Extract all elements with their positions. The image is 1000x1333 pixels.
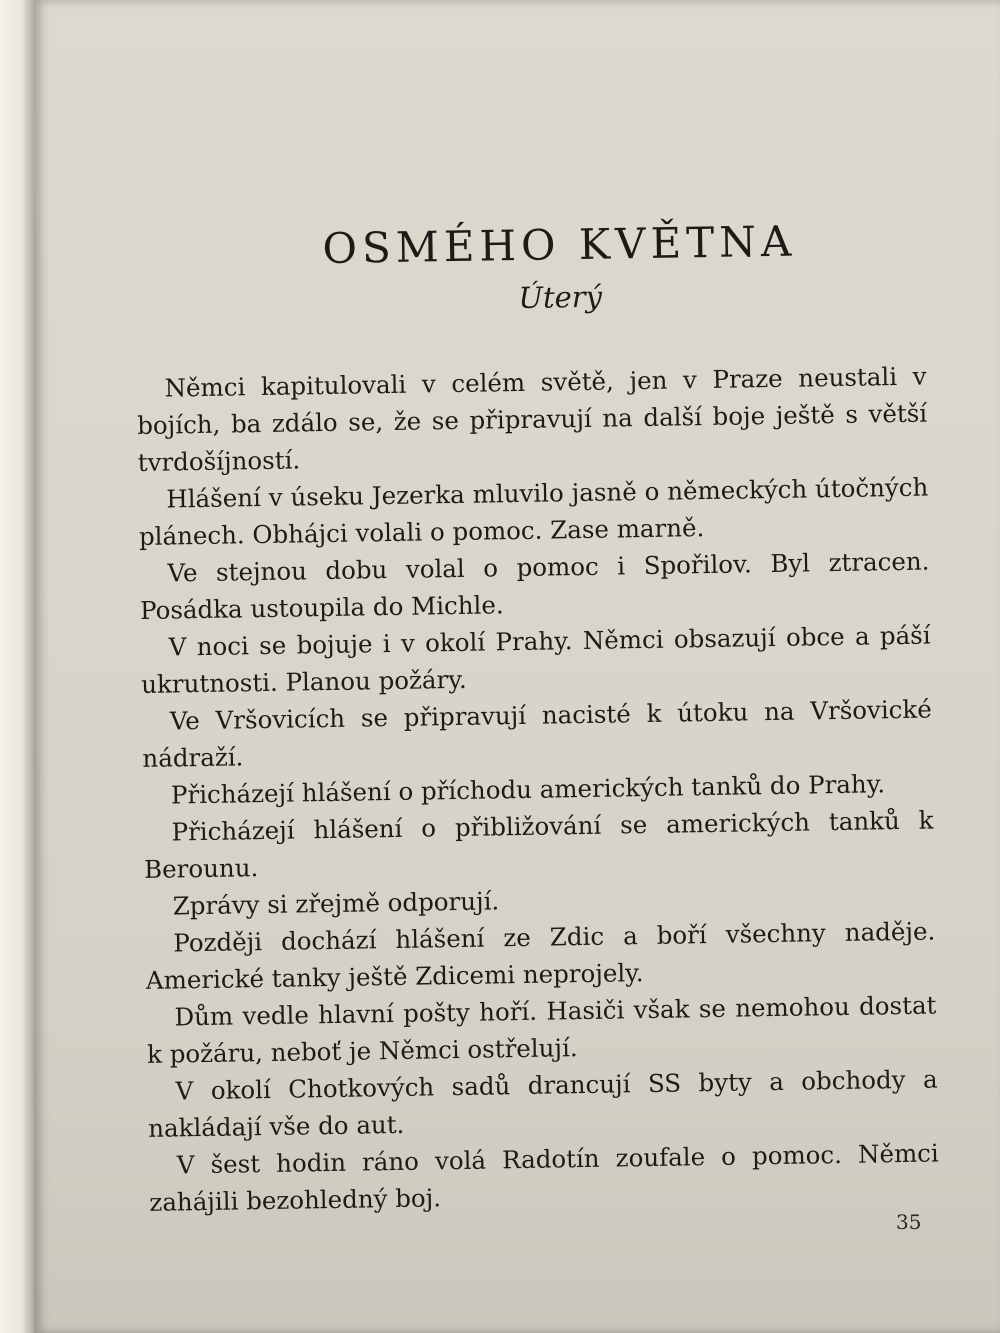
book-page	[34, 0, 1000, 1333]
chapter-subtitle: Úterý	[518, 279, 603, 315]
page-number: 35	[896, 1210, 922, 1234]
paragraph-2: Hlášení v úseku Jezerka mluvilo jasně o německých útočných plánech. Obhájci volali o pomoc. Zase marně.	[138, 472, 929, 551]
chapter-title: OSMÉHO KVĚTNA	[322, 216, 797, 274]
paragraph-10: Dům vedle hlavní pošty hoří. Hasiči však se nemohou dostat k požáru, neboť je Němci ostřelují.	[146, 990, 937, 1069]
paragraph-5: Ve Vršovicích se připravují nacisté k útoku na Vršovické nádraží.	[142, 694, 932, 773]
paragraph-1: Němci kapitulovali v celém světě, jen v Praze neustali v bojích, ba zdálo se, že se připravují na další boje ještě s větší tvrdošíjností.	[136, 361, 928, 477]
paragraph-11: V okolí Chotkových sadů drancují SS byty a obchody a nakládají vše do aut.	[148, 1064, 938, 1143]
page-content	[134, 210, 940, 1221]
paragraph-12: V šest hodin ráno volá Radotín zoufale o pomoc. Němci zahájili bezohledný boj.	[149, 1138, 939, 1217]
paragraph-8: Zprávy si zřejmě odporují.	[172, 886, 500, 921]
paragraph-7: Přicházejí hlášení o přibližování se amerických tanků k Berounu.	[143, 805, 934, 884]
paragraph-4: V noci se bojuje i v okolí Prahy. Němci obsazují obce a páší ukrutnosti. Planou požáry.	[141, 620, 931, 699]
paragraph-6: Přicházejí hlášení o příchodu amerických tanků do Prahy.	[170, 769, 886, 810]
facing-page-edge	[0, 0, 38, 1333]
paragraph-3: Ve stejnou dobu volal o pomoc i Spořilov. Byl ztracen. Posádka ustoupila do Michle.	[139, 546, 930, 625]
paragraph-9: Později dochází hlášení ze Zdic a boří všechny naděje. Americké tanky ještě Zdicemi neprojely.	[145, 916, 936, 995]
